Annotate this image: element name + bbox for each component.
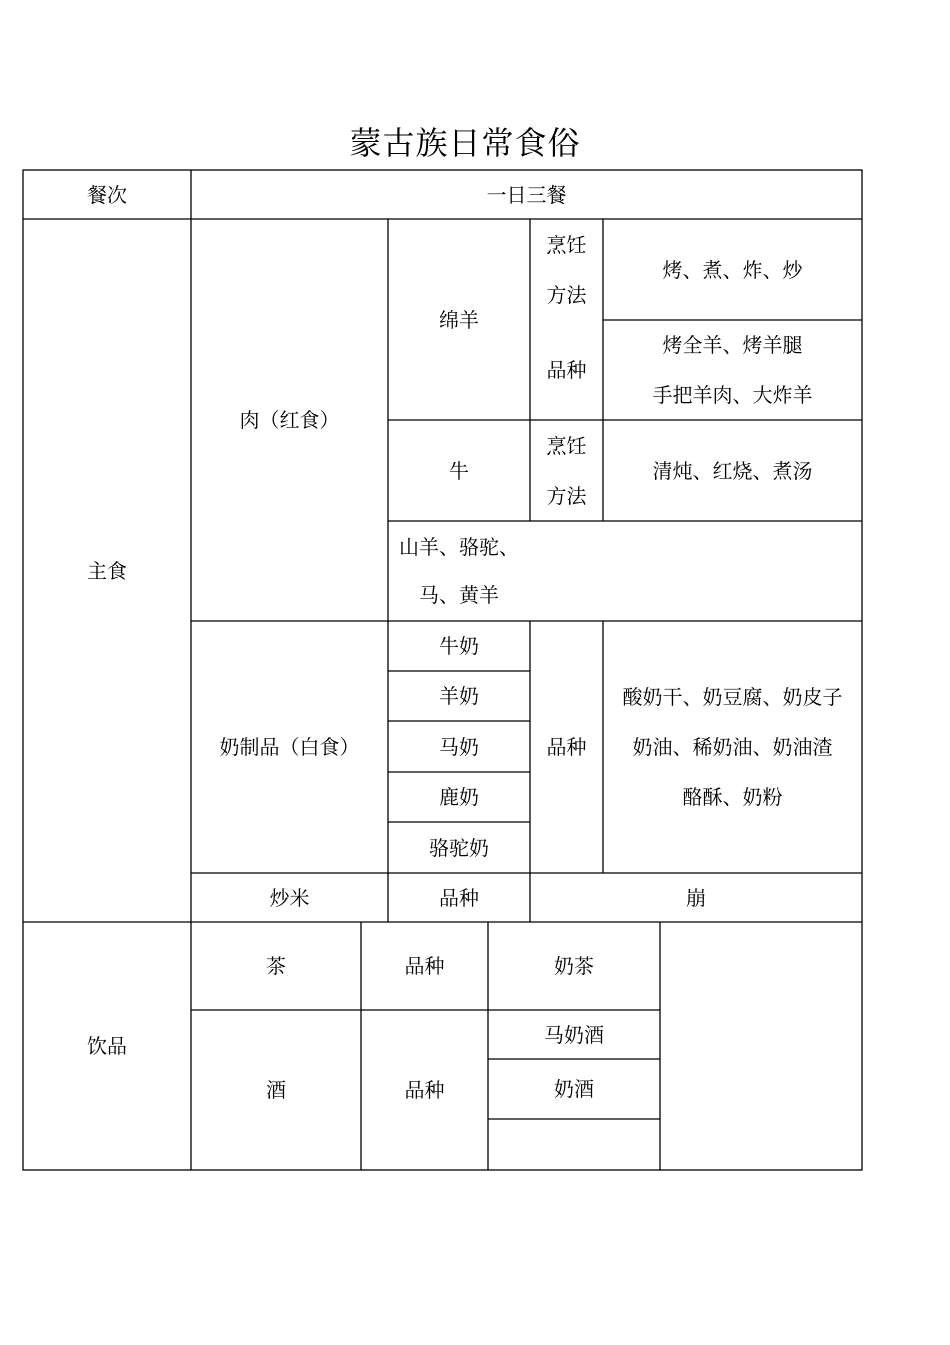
meat-text: 肉（红食） [239,408,340,432]
millet-variety-text: 崩 [686,885,706,910]
dairy-product-line: 奶油、稀奶油、奶油渣 [632,735,833,759]
wine-variety [488,1059,660,1119]
header-three-meals-text: 一日三餐 [486,182,567,207]
drinks-label [23,922,191,1170]
cattle-methods-text: 清炖、红烧、煮汤 [652,458,813,483]
sheep-variety-label-text: 品种 [546,358,587,382]
header-meal-text: 餐次 [87,182,127,207]
sheep-variety-label [530,320,603,420]
cattle-method-label-line: 烹饪 [546,433,587,458]
dairy-text: 奶制品（白食） [219,735,360,759]
main-food-text: 主食 [87,558,127,583]
sheep-method-label-line: 烹饪 [546,232,587,257]
milk-item-text: 马奶 [439,734,479,759]
milk-item-text: 羊奶 [439,684,479,708]
page-title: 蒙古族日常食俗 [349,124,581,162]
sheep-varieties [603,320,862,420]
milk-item-text: 骆驼奶 [429,835,489,860]
dairy-product-line: 酪酥、奶粉 [682,785,783,809]
wine-variety-label-text: 品种 [404,1078,445,1102]
tea-variety-label [361,922,488,1010]
sheep-label [388,219,530,420]
millet-label [191,873,388,922]
millet-text: 炒米 [269,885,310,910]
cattle-method-label [530,420,603,521]
sheep-methods [603,219,862,320]
meat-label [191,219,388,621]
wine-text: 酒 [266,1078,286,1102]
tea-label [191,922,361,1010]
wine-variety [488,1010,660,1059]
milk-item-text: 鹿奶 [439,785,479,809]
main-food-label [23,219,191,922]
milk-item-text: 牛奶 [439,634,479,658]
other-meats-line: 山羊、骆驼、 [399,535,519,559]
sheep-methods-text: 烤、煮、炸、炒 [662,257,803,282]
tea-variety [488,922,660,1010]
header-meal-label [23,170,191,219]
millet-variety [530,873,862,922]
cattle-methods [603,420,862,521]
dairy-variety-label [530,621,603,873]
milk-item [388,772,530,822]
cattle-text: 牛 [449,458,469,483]
dairy-label [191,621,388,873]
wine-variety-text: 马奶酒 [544,1022,604,1047]
header-three-meals [191,170,862,219]
milk-item [388,671,530,721]
tea-text: 茶 [266,954,286,978]
other-meats [388,521,530,621]
wine-label [191,1010,361,1170]
sheep-variety-line: 烤全羊、烤羊腿 [662,333,803,357]
tea-variety-text: 奶茶 [554,954,594,978]
dairy-variety-label-text: 品种 [546,735,587,759]
cattle-method-label-line: 方法 [546,483,587,508]
wine-variety-label [361,1010,488,1170]
other-meats-line: 马、黄羊 [419,583,499,607]
sheep-method-label [530,219,603,320]
sheep-text: 绵羊 [439,307,479,332]
millet-variety-label [388,873,530,922]
sheep-method-label-line: 方法 [546,282,587,307]
dairy-product-line: 酸奶干、奶豆腐、奶皮子 [622,685,843,709]
milk-item [388,621,530,671]
milk-item [388,721,530,772]
cattle-label [388,420,530,521]
milk-item [388,822,530,873]
drinks-text: 饮品 [87,1034,127,1058]
millet-variety-label-text: 品种 [439,885,479,910]
dairy-products [603,621,862,873]
tea-variety-label-text: 品种 [404,954,445,978]
sheep-variety-line: 手把羊肉、大炸羊 [652,383,813,407]
wine-variety-text: 奶酒 [554,1077,594,1101]
